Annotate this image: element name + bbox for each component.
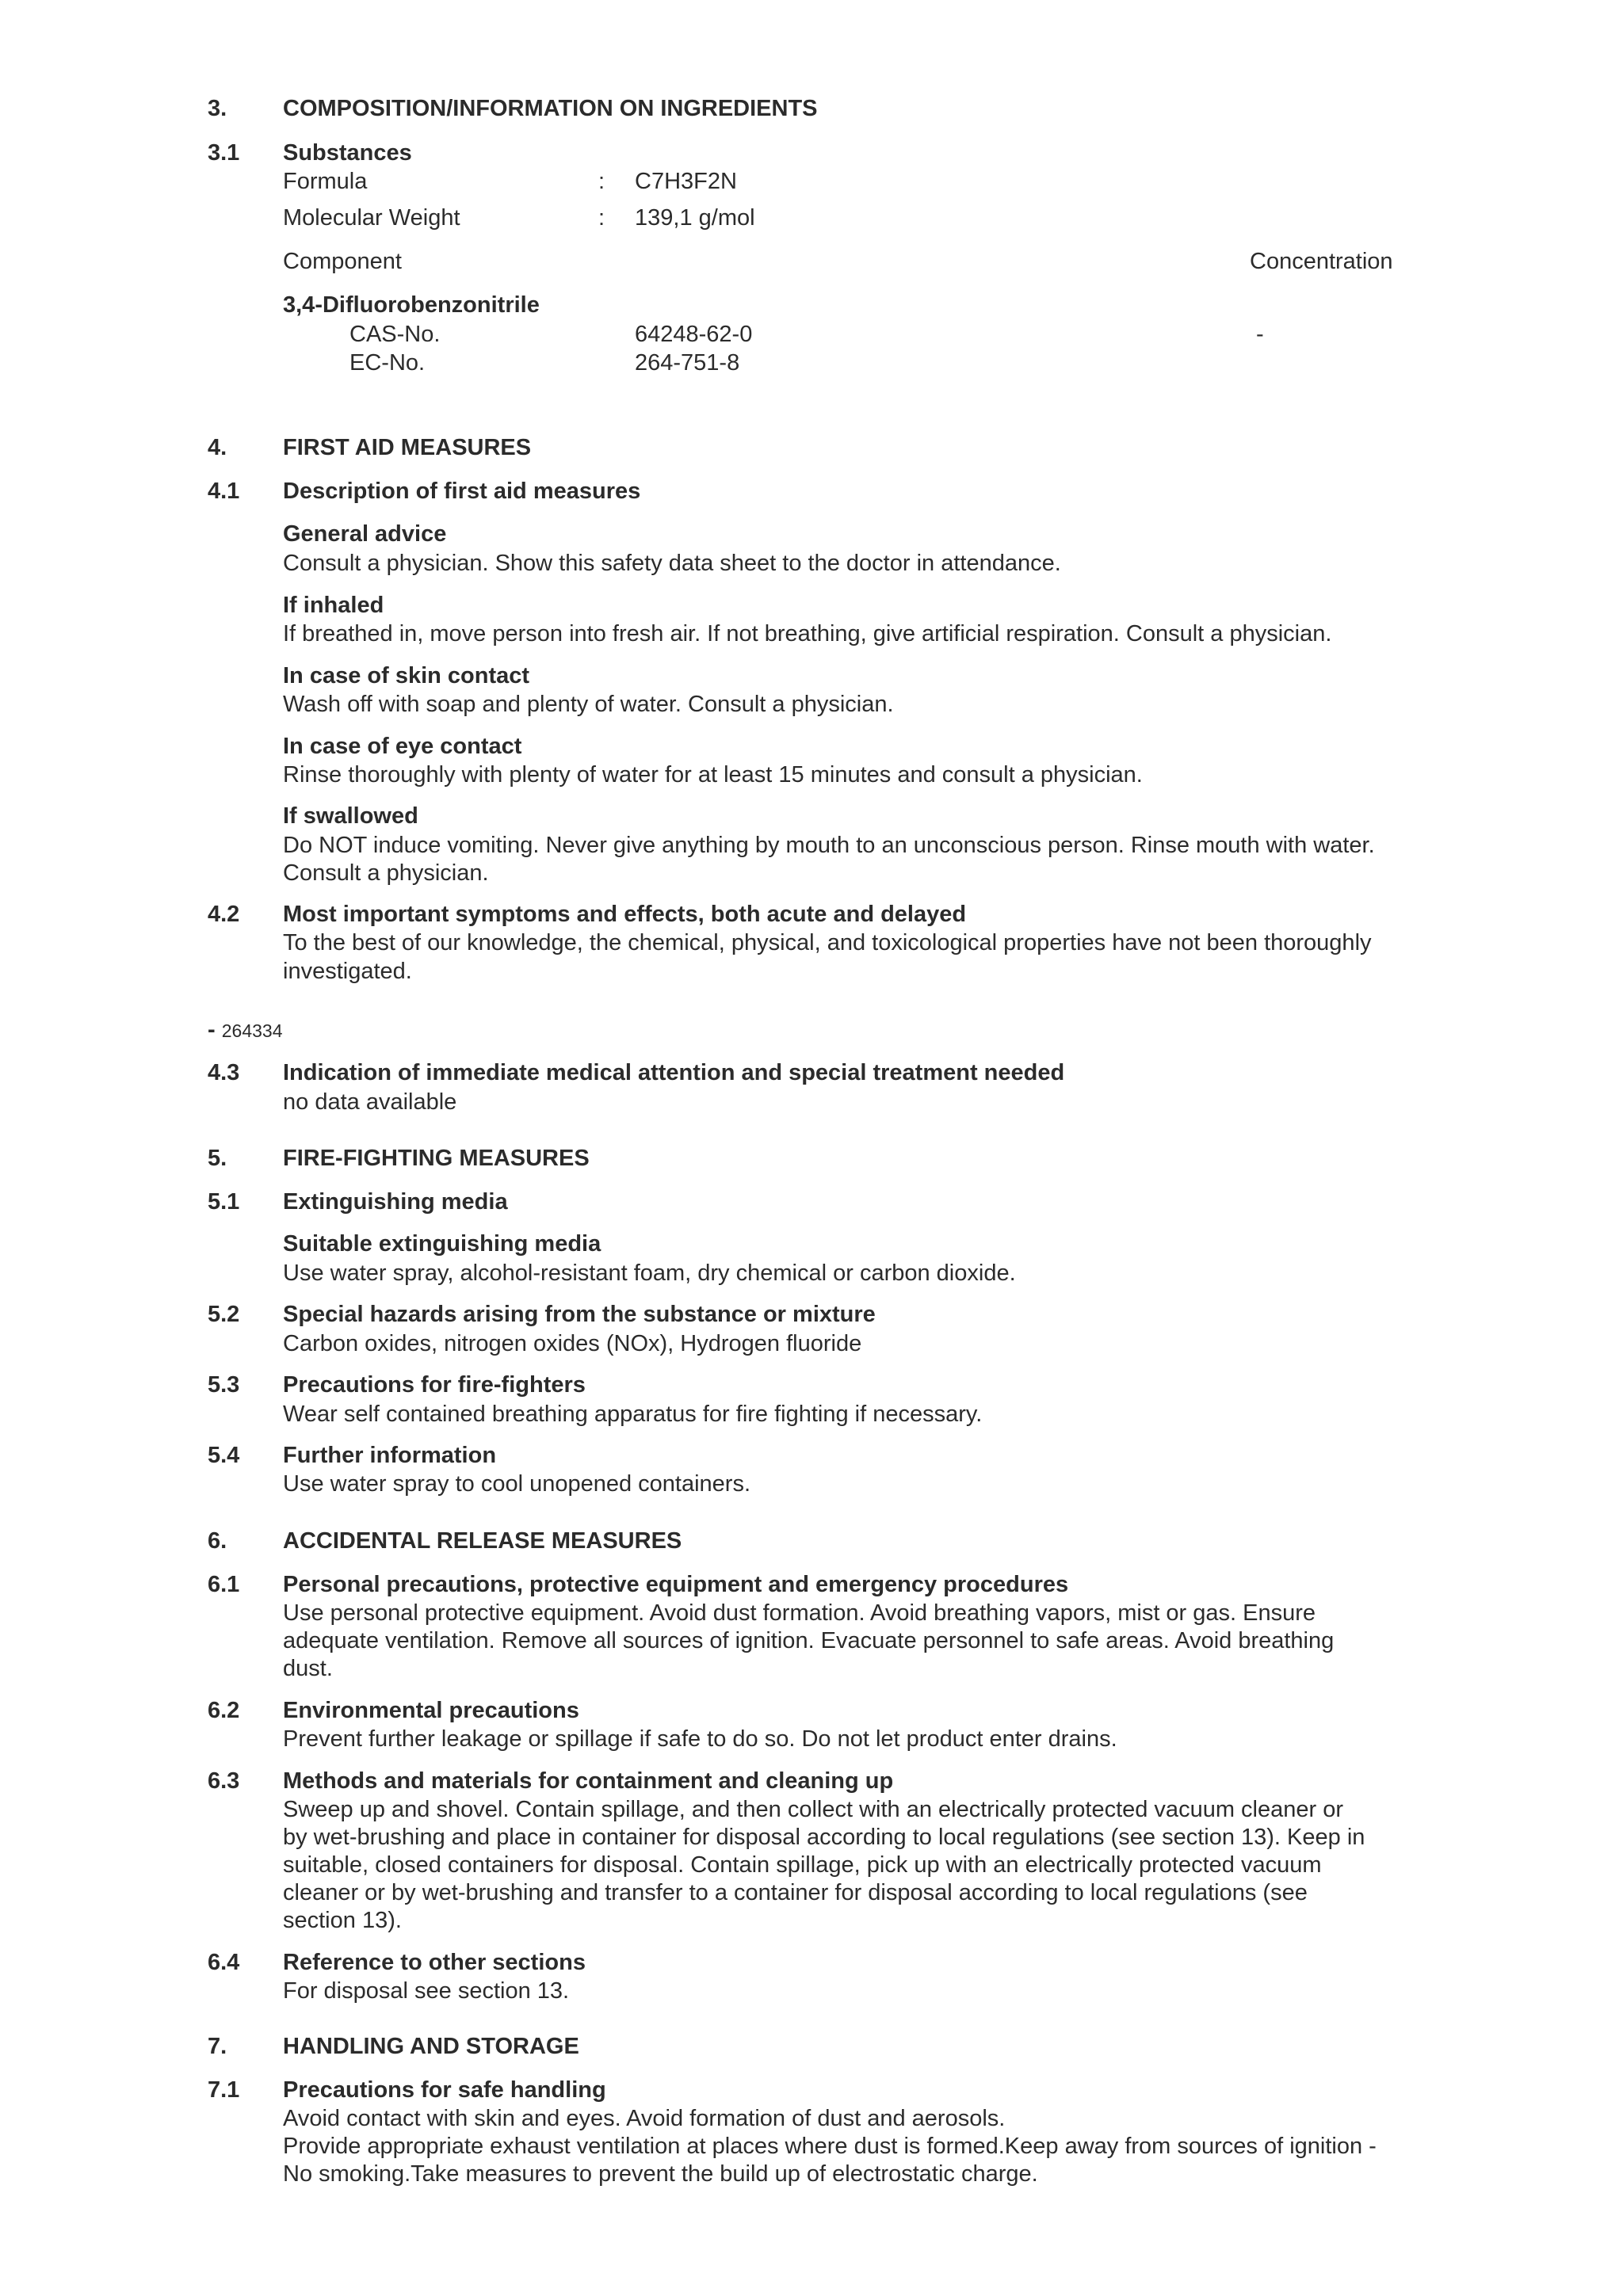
component-name: 3,4-Difluorobenzonitrile	[283, 292, 540, 318]
section-7-1-line-1: Avoid contact with skin and eyes. Avoid formation of dust and aerosols.	[283, 2106, 1006, 2131]
section-4-title: FIRST AID MEASURES	[283, 435, 532, 460]
general-advice-title: General advice	[283, 521, 447, 547]
section-7-1-title: Precautions for safe handling	[283, 2077, 606, 2103]
section-6-1-line-1: Use personal protective equipment. Avoid dust formation. Avoid breathing vapors, mist or gas. Ensure	[283, 1600, 1316, 1626]
section-6-title: ACCIDENTAL RELEASE MEASURES	[283, 1528, 682, 1554]
section-6-2-text: Prevent further leakage or spillage if safe to do so. Do not let product enter drains.	[283, 1726, 1117, 1752]
section-4-1-title: Description of first aid measures	[283, 479, 641, 504]
section-6-1-line-2: adequate ventilation. Remove all sources of ignition. Evacuate personnel to safe areas. Avoid breathing	[283, 1628, 1335, 1653]
formula-label: Formula	[283, 169, 368, 194]
if-swallowed-title: If swallowed	[283, 803, 418, 829]
section-6-4-title: Reference to other sections	[283, 1950, 586, 1975]
molecular-weight-separator: :	[598, 205, 605, 231]
section-5-3-title: Precautions for fire-fighters	[283, 1372, 586, 1398]
section-4-3-text: no data available	[283, 1089, 457, 1115]
section-6-number: 6.	[208, 1528, 227, 1554]
section-6-3-line-5: section 13).	[283, 1908, 402, 1933]
section-7-1-number: 7.1	[208, 2077, 240, 2103]
section-6-1-line-3: dust.	[283, 1656, 333, 1681]
section-5-2-text: Carbon oxides, nitrogen oxides (NOx), Hydrogen fluoride	[283, 1331, 862, 1356]
if-swallowed-line-1: Do NOT induce vomiting. Never give anything by mouth to an unconscious person. Rinse mouth with water.	[283, 833, 1375, 858]
section-4-3-number: 4.3	[208, 1060, 240, 1085]
section-6-3-line-3: suitable, closed containers for disposal. Contain spillage, pick up with an electrically protected vacuum	[283, 1852, 1322, 1878]
section-6-3-line-2: by wet-brushing and place in container for disposal according to local regulations (see section 13). Keep in	[283, 1825, 1365, 1850]
section-4-number: 4.	[208, 435, 227, 460]
section-5-2-title: Special hazards arising from the substance or mixture	[283, 1302, 876, 1327]
molecular-weight-label: Molecular Weight	[283, 205, 460, 231]
skin-contact-title: In case of skin contact	[283, 663, 530, 688]
section-4-3-title: Indication of immediate medical attention and special treatment needed	[283, 1060, 1065, 1085]
eye-contact-text: Rinse thoroughly with plenty of water for at least 15 minutes and consult a physician.	[283, 762, 1143, 788]
if-inhaled-title: If inhaled	[283, 593, 384, 618]
section-4-2-line-1: To the best of our knowledge, the chemical, physical, and toxicological properties have not been thoroughly	[283, 930, 1372, 955]
section-6-1-title: Personal precautions, protective equipment and emergency procedures	[283, 1572, 1069, 1597]
suitable-media-title: Suitable extinguishing media	[283, 1231, 601, 1257]
component-header: Component	[283, 249, 402, 274]
general-advice-text: Consult a physician. Show this safety data sheet to the doctor in attendance.	[283, 551, 1061, 576]
section-6-2-number: 6.2	[208, 1698, 240, 1723]
section-6-4-number: 6.4	[208, 1950, 240, 1975]
section-5-3-number: 5.3	[208, 1372, 240, 1398]
section-3-number: 3.	[208, 96, 227, 121]
section-4-2-number: 4.2	[208, 902, 240, 927]
section-6-4-text: For disposal see section 13.	[283, 1978, 570, 2004]
suitable-media-text: Use water spray, alcohol-resistant foam, dry chemical or carbon dioxide.	[283, 1261, 1016, 1286]
if-inhaled-text: If breathed in, move person into fresh air. If not breathing, give artificial respiration. Consult a physician.	[283, 621, 1332, 646]
section-4-2-title: Most important symptoms and effects, both acute and delayed	[283, 902, 967, 927]
ec-label: EC-No.	[349, 350, 426, 376]
section-5-4-text: Use water spray to cool unopened containers.	[283, 1471, 751, 1497]
cas-value: 64248-62-0	[635, 322, 753, 347]
section-5-3-text: Wear self contained breathing apparatus for fire fighting if necessary.	[283, 1402, 983, 1427]
section-5-2-number: 5.2	[208, 1302, 240, 1327]
formula-value: C7H3F2N	[635, 169, 737, 194]
eye-contact-title: In case of eye contact	[283, 734, 522, 759]
section-3-1-number: 3.1	[208, 140, 240, 166]
section-5-title: FIRE-FIGHTING MEASURES	[283, 1146, 590, 1171]
section-4-2-line-2: investigated.	[283, 959, 412, 984]
section-6-3-line-4: cleaner or by wet-brushing and transfer to a container for disposal according to local regulations (see	[283, 1880, 1308, 1905]
if-swallowed-line-2: Consult a physician.	[283, 860, 489, 886]
section-5-4-number: 5.4	[208, 1443, 240, 1468]
section-5-1-title: Extinguishing media	[283, 1189, 508, 1215]
section-6-3-number: 6.3	[208, 1768, 240, 1794]
concentration-header: Concentration	[1250, 249, 1393, 274]
ec-value: 264-751-8	[635, 350, 740, 376]
reference-number: 264334	[221, 1020, 283, 1041]
concentration-value: -	[1256, 322, 1264, 347]
section-5-1-number: 5.1	[208, 1189, 240, 1215]
section-6-3-title: Methods and materials for containment and cleaning up	[283, 1768, 894, 1794]
section-5-number: 5.	[208, 1146, 227, 1171]
section-3-title: COMPOSITION/INFORMATION ON INGREDIENTS	[283, 96, 818, 121]
section-3-1-title: Substances	[283, 140, 412, 166]
section-5-4-title: Further information	[283, 1443, 497, 1468]
formula-separator: :	[598, 169, 605, 194]
skin-contact-text: Wash off with soap and plenty of water. Consult a physician.	[283, 692, 894, 717]
section-7-1-line-3: No smoking.Take measures to prevent the build up of electrostatic charge.	[283, 2161, 1038, 2187]
section-7-title: HANDLING AND STORAGE	[283, 2034, 579, 2059]
section-4-1-number: 4.1	[208, 479, 240, 504]
section-7-number: 7.	[208, 2034, 227, 2059]
cas-label: CAS-No.	[349, 322, 441, 347]
section-6-1-number: 6.1	[208, 1572, 240, 1597]
section-7-1-line-2: Provide appropriate exhaust ventilation at places where dust is formed.Keep away from sources of ignition -	[283, 2134, 1377, 2159]
section-6-3-line-1: Sweep up and shovel. Contain spillage, and then collect with an electrically protected vacuum cleaner or	[283, 1797, 1343, 1822]
section-6-2-title: Environmental precautions	[283, 1698, 579, 1723]
reference-code	[208, 1016, 282, 1045]
molecular-weight-value: 139,1 g/mol	[635, 205, 755, 231]
reference-dash: -	[208, 1017, 216, 1043]
